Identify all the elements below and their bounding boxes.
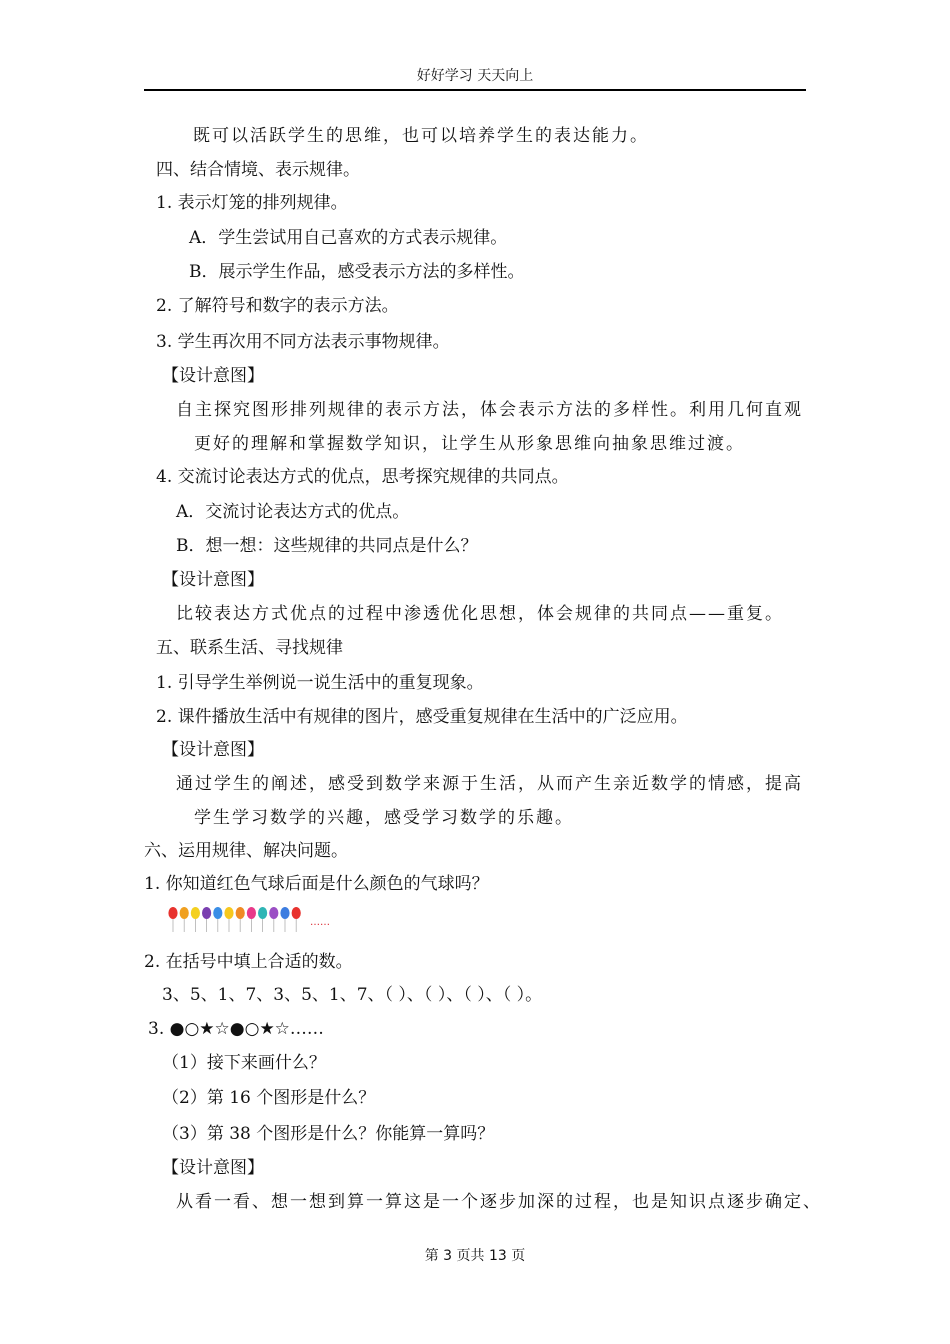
page-footer: 第 3 页共 13 页 <box>424 1248 526 1264</box>
text-line: 通过学生的阐述，感受到数学来源于生活，从而产生亲近数学的情感，提高 <box>176 774 803 794</box>
design-intent-label: 【设计意图】 <box>162 1158 264 1178</box>
text-line: 3. 学生再次用不同方法表示事物规律。 <box>156 332 450 352</box>
text-line: A．学生尝试用自己喜欢的方式表示规律。 <box>189 228 508 248</box>
text-line: 4. 交流讨论表达方式的优点，思考探究规律的共同点。 <box>156 467 569 487</box>
section-heading: 五、联系生活、寻找规律 <box>156 638 343 658</box>
text-line: 比较表达方式优点的过程中渗透优化思想，体会规律的共同点——重复。 <box>176 604 784 624</box>
text-line: （2）第 16 个图形是什么？ <box>162 1088 376 1108</box>
text-line: B．展示学生作品，感受表示方法的多样性。 <box>189 262 525 282</box>
text-line: 学生学习数学的兴趣，感受学习数学的乐趣。 <box>194 808 574 828</box>
text-line: B．想一想：这些规律的共同点是什么？ <box>176 536 478 556</box>
balloon-group <box>168 907 300 932</box>
balloon <box>168 907 177 919</box>
balloon <box>180 907 189 919</box>
text-line: 2. 在括号中填上合适的数。 <box>144 952 353 972</box>
shape-sequence: 3. ●○★☆●○★☆…… <box>148 1019 324 1039</box>
text-line: 1. 你知道红色气球后面是什么颜色的气球吗？ <box>144 874 489 894</box>
design-intent-label: 【设计意图】 <box>162 570 264 590</box>
balloon <box>292 907 301 919</box>
text-line: 自主探究图形排列规律的表示方法，体会表示方法的多样性。利用几何直观 <box>176 400 803 420</box>
text-line: （3）第 38 个图形是什么？你能算一算吗？ <box>162 1124 495 1144</box>
section-heading: 六、运用规律、解决问题。 <box>144 841 348 861</box>
balloon-row-image <box>168 904 368 934</box>
balloon <box>236 907 245 919</box>
text-line: 更好的理解和掌握数学知识，让学生从形象思维向抽象思维过渡。 <box>194 434 745 454</box>
text-line: 1. 表示灯笼的排列规律。 <box>156 193 348 213</box>
design-intent-label: 【设计意图】 <box>162 366 264 386</box>
design-intent-label: 【设计意图】 <box>162 740 264 760</box>
balloon <box>191 907 200 919</box>
text-line: 1. 引导学生举例说一说生活中的重复现象。 <box>156 673 484 693</box>
text-line: A．交流讨论表达方式的优点。 <box>176 502 410 522</box>
balloon <box>213 907 222 919</box>
balloon <box>258 907 267 919</box>
balloon <box>280 907 289 919</box>
balloon-ellipsis: …… <box>310 917 330 928</box>
text-line: 从看一看、想一想到算一算这是一个逐步加深的过程，也是知识点逐步确定、 <box>176 1192 822 1212</box>
text-line: 2. 了解符号和数字的表示方法。 <box>156 296 399 316</box>
text-line: 既可以活跃学生的思维，也可以培养学生的表达能力。 <box>193 126 649 146</box>
balloon <box>202 907 211 919</box>
balloon <box>224 907 233 919</box>
text-line: 2. 课件播放生活中有规律的图片，感受重复规律在生活中的广泛应用。 <box>156 707 688 727</box>
page-header: 好好学习 天天向上 <box>144 64 806 91</box>
balloon <box>247 907 256 919</box>
text-line: （1）接下来画什么？ <box>162 1053 326 1073</box>
section-heading: 四、结合情境、表示规律。 <box>156 160 360 180</box>
balloon <box>269 907 278 919</box>
number-sequence: 3、5、1、7、3、5、1、7、（ ）、（ ）、（ ）、（ ）。 <box>162 985 543 1005</box>
